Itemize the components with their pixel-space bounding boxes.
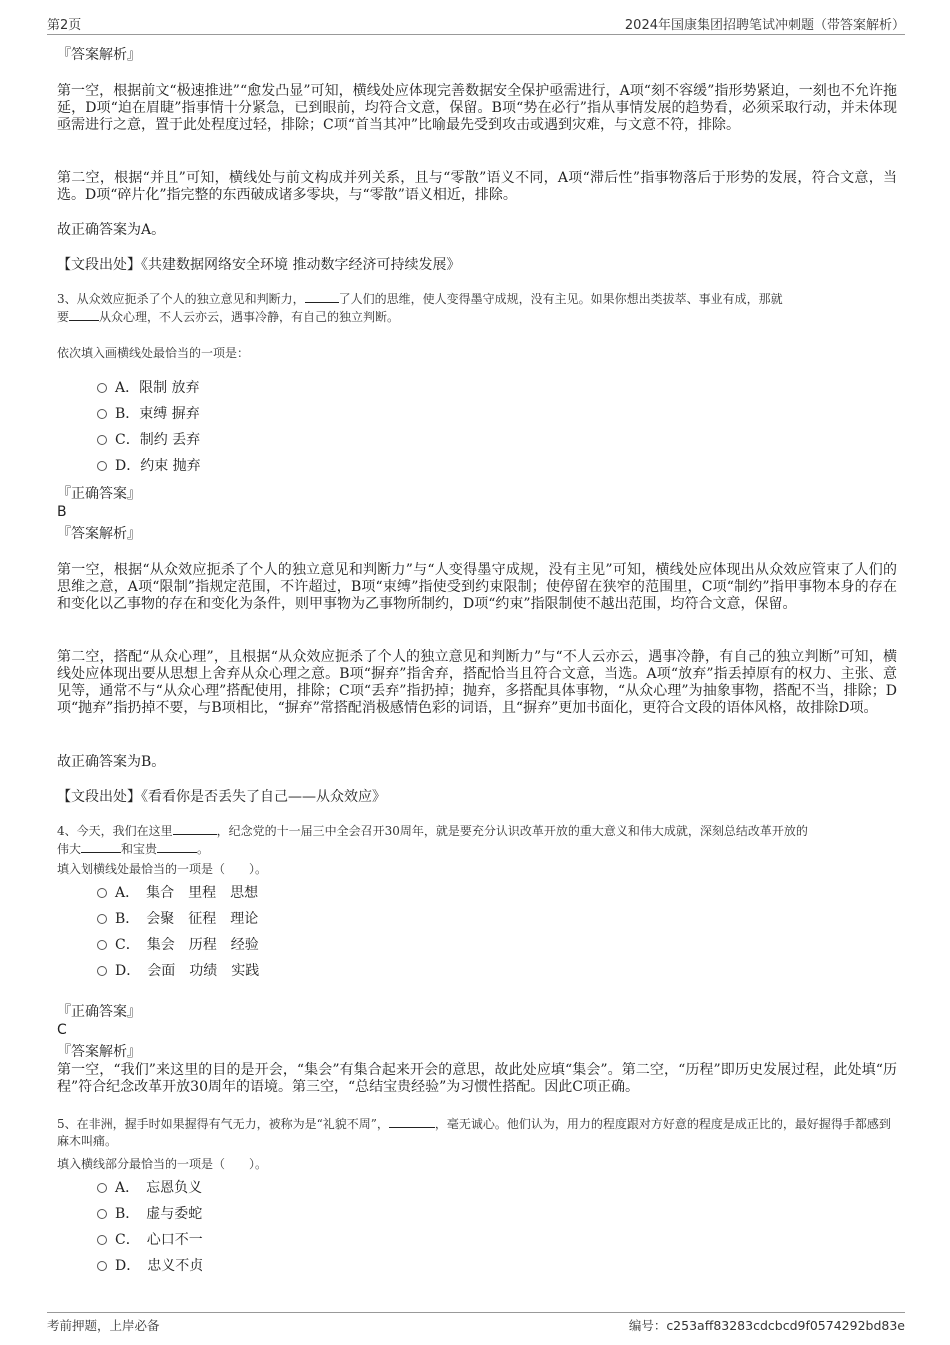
blank-line [69, 308, 99, 321]
option-label: A． 忘恩负义 [115, 1180, 203, 1196]
document-id: 编号：c253aff83283cdcbcd9f0574292bd83e [628, 1318, 905, 1333]
q3-stem-part: 了人们的思维，使人变得墨守成规，没有主见。如果你想出类拔萃、事业有成，那就 [338, 292, 783, 306]
radio-icon[interactable] [97, 435, 107, 445]
q5-option-c[interactable] [97, 1231, 203, 1249]
option-label: B． 虚与委蛇 [115, 1206, 203, 1222]
q4-stem-part: 4、今天，我们在这里 [57, 824, 173, 838]
q5-stem [57, 1115, 897, 1150]
q3-correct-label: 『正确答案』 [57, 486, 141, 502]
q3-option-d[interactable] [97, 457, 201, 475]
q3-conclusion: 故正确答案为B。 [57, 754, 166, 770]
radio-icon[interactable] [97, 940, 107, 950]
option-label: B． 会聚 征程 理论 [115, 911, 259, 927]
radio-icon[interactable] [97, 383, 107, 393]
q2-source: 【文段出处】《共建数据网络安全环境 推动数字经济可持续发展》 [57, 257, 461, 273]
q4-answer: C [57, 1022, 67, 1038]
q2-analysis-p1: 第一空，根据前文“极速推进”“愈发凸显”可知，横线处应体现完善数据安全保护亟需进行，A项“刻不容缓”指形势紧迫，一刻也不允许拖延，D项“迫在眉睫”指事情十分紧急，已到眼前，均符合文意，保留。B项“势在必行”指从事情发展的趋势看，必须采取行动，并未体现亟需进行之意，置于此处程度过轻，排除；C项“首当其冲”比喻最先受到攻击或遇到灾难，与文意不符，排除。 [57, 83, 897, 133]
radio-icon[interactable] [97, 1209, 107, 1219]
q3-option-b[interactable] [97, 405, 200, 423]
q5-stem-part: 5、在非洲，握手时如果握得有气无力，被称为是“礼貌不周”， [57, 1117, 389, 1131]
radio-icon[interactable] [97, 1235, 107, 1245]
q4-stem-part: 伟大 [57, 842, 82, 856]
radio-icon[interactable] [97, 461, 107, 471]
radio-icon[interactable] [97, 914, 107, 924]
q4-analysis-label: 『答案解析』 [57, 1044, 141, 1060]
page-footer [47, 1312, 905, 1333]
blank-line [157, 840, 197, 853]
q5-option-a[interactable] [97, 1179, 202, 1197]
q3-option-a[interactable] [97, 379, 200, 397]
radio-icon[interactable] [97, 966, 107, 976]
q3-stem [57, 290, 897, 326]
q3-stem-part: 3、从众效应扼杀了个人的独立意见和判断力， [57, 292, 305, 306]
q4-analysis-p1: 第一空，“我们”来这里的目的是开会，“集会”有集合起来开会的意思，故此处应填“集会”。第二空，“历程”即历史发展过程，此处填“历程”符合纪念改革开放30周年的语境。第三空，“总结宝贵经验”为习惯性搭配。因此C项正确。 [57, 1062, 897, 1095]
q3-analysis-p1: 第一空，根据“从众效应扼杀了个人的独立意见和判断力”与“人变得墨守成规，没有主见”可知，横线处应体现出从众效应管束了人们的思维之意，A项“限制”指规定范围，不许超过，B项“束缚”指使受到约束限制；使停留在狭窄的范围里，C项“制约”指甲事物本身的存在和变化以乙事物的存在和变化为条件，则甲事物为乙事物所制约，D项“约束”指限制使不越出范围，均符合文意，保留。 [57, 562, 897, 612]
q3-option-c[interactable] [97, 431, 200, 449]
q3-source: 【文段出处】《看看你是否丢失了自己——从众效应》 [57, 789, 386, 805]
q2-conclusion: 故正确答案为A。 [57, 222, 166, 238]
q4-option-c[interactable] [97, 936, 259, 954]
q4-option-a[interactable] [97, 884, 258, 902]
q2-analysis-p2: 第二空，根据“并且”可知，横线处与前文构成并列关系，且与“零散”语义不同，A项“滞后性”指事物落后于形势的发展，符合文意，当选。D项“碎片化”指完整的东西破成诸多零块，与“零散”语义相近，排除。 [57, 170, 897, 203]
q5-option-b[interactable] [97, 1205, 202, 1223]
radio-icon[interactable] [97, 888, 107, 898]
q4-stem-part: 。 [197, 842, 210, 856]
q4-option-b[interactable] [97, 910, 258, 928]
footer-slogan: 考前押题，上岸必备 [47, 1318, 160, 1333]
blank-line [81, 840, 121, 853]
q3-analysis-p2: 第二空，搭配“从众心理”，且根据“从众效应扼杀了个人的独立意见和判断力”与“不人云亦云，遇事冷静，有自己的独立判断”可知，横线处应体现出要从思想上舍弃从众心理之意。B项“摒弃”指舍弃，搭配恰当且符合文意，当选。A项“放弃”指丢掉原有的权力、主张、意见等，通常不与“从众心理”搭配使用，排除；C项“丢弃”指扔掉；抛弃，多搭配具体事物，“从众心理”为抽象事物，搭配不当，排除；D项“抛弃”指扔掉不要，与B项相比，“摒弃”常搭配消极感情色彩的词语，且“摒弃”更加书面化，更符合文段的语体风格，故排除D项。 [57, 649, 897, 716]
q5-prompt: 填入横线部分最恰当的一项是（ ）。 [57, 1157, 268, 1171]
option-label: C．制约 丢弃 [115, 432, 201, 448]
blank-line [173, 822, 217, 835]
option-label: A．限制 放弃 [115, 380, 200, 396]
q3-prompt: 依次填入画横线处最恰当的一项是： [57, 346, 250, 360]
q3-stem-part: 从众心理，不人云亦云，遇事冷静，有自己的独立判断。 [99, 310, 400, 324]
q4-correct-label: 『正确答案』 [57, 1004, 141, 1020]
page-number: 第2页 [47, 18, 82, 33]
radio-icon[interactable] [97, 1261, 107, 1271]
document-title: 2024年国康集团招聘笔试冲刺题（带答案解析） [624, 18, 905, 33]
option-label: C． 心口不一 [115, 1232, 203, 1248]
blank-line [389, 1115, 435, 1128]
blank-line [305, 290, 339, 303]
q4-prompt: 填入划横线处最恰当的一项是（ ）。 [57, 862, 268, 876]
q3-analysis-label: 『答案解析』 [57, 526, 141, 542]
option-label: B．束缚 摒弃 [115, 406, 200, 422]
q4-stem-part: ，纪念党的十一届三中全会召开30周年，就是要充分认识改革开放的重大意义和伟大成就，深刻总结改革开放的 [216, 824, 808, 838]
q3-answer: B [57, 504, 67, 520]
radio-icon[interactable] [97, 409, 107, 419]
radio-icon[interactable] [97, 1183, 107, 1193]
option-label: D． 忠义不贞 [115, 1258, 204, 1274]
q4-stem-part: 和宝贵 [121, 842, 158, 856]
q2-analysis-label: 『答案解析』 [57, 47, 141, 63]
q5-stem-part: ，毫无诚心。他们认为，用力的程度跟对方好意的程度是成正比的，最好握得手都感到麻木叫痛。 [57, 1117, 891, 1148]
q4-stem [57, 822, 897, 858]
option-label: D． 会面 功绩 实践 [115, 963, 260, 979]
page-header [47, 12, 905, 35]
option-label: A． 集合 里程 思想 [115, 885, 259, 901]
q5-option-d[interactable] [97, 1257, 203, 1275]
option-label: D．约束 抛弃 [115, 458, 201, 474]
option-label: C． 集会 历程 经验 [115, 937, 259, 953]
q3-stem-part: 要 [57, 310, 70, 324]
q4-option-d[interactable] [97, 962, 259, 980]
